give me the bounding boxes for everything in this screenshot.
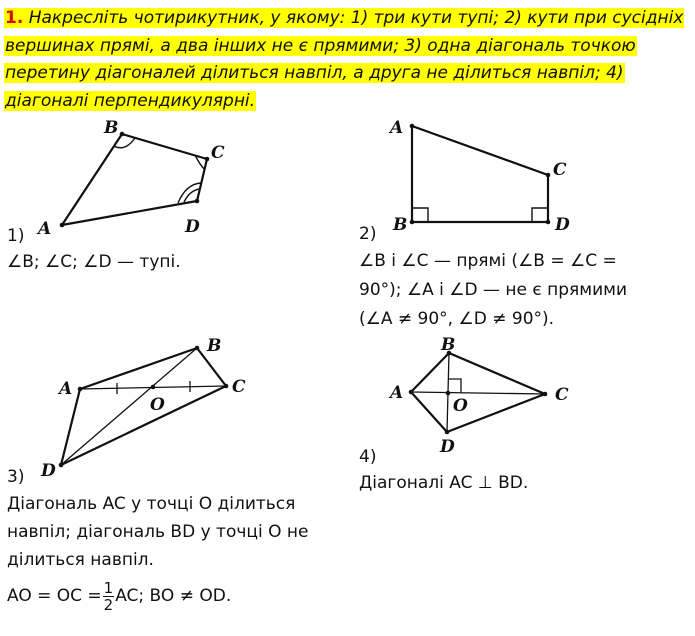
fig3-label-b: B [207,336,222,356]
case-1-answer: ∠B; ∠C; ∠D — тупі. [7,252,181,272]
fig4-label-b: B [441,335,456,355]
fig2-label-c: C [553,160,567,180]
fig4-label-d: D [440,437,455,457]
fig3-label-a: A [59,379,73,399]
fraction-denominator: 2 [103,595,114,614]
task-number: 1. [5,8,24,28]
fig3-label-o: O [150,395,165,415]
task-text: Накресліть чотирикутник, у якому: 1) три кути тупі; 2) кути при сусідніх вершинах прямі, а два інших не є прямими; 3) одна діагональ точкою перетину діагоналей ділиться навпіл, а друга не ділиться навпіл; 4) діагоналі перпендикулярні. [5,8,684,111]
fig4-label-c: C [555,385,569,405]
case-3-answer: Діагональ AC у точці O ділиться навпіл; діагональ BD у точці O не ділиться навпіл. [7,494,309,570]
fig1-label-a: A [38,219,52,239]
case-4-label: 4) [359,447,377,467]
fig1-label-b: B [104,118,119,138]
fig2-label-b: B [393,215,408,235]
fig3-label-d: D [41,461,56,481]
case-3-label: 3) [7,467,25,487]
fig1-label-c: C [211,143,225,163]
fig2-label-d: D [555,215,570,235]
case-1-label: 1) [7,226,25,246]
fig1-label-d: D [185,217,200,237]
fraction-numerator: 1 [103,578,114,597]
fig4-right-angle [448,379,461,392]
formula-right: AC; BO ≠ OD. [115,586,232,606]
case-2-answer: ∠B і ∠C — прямі (∠B = ∠C = 90°); ∠A і ∠D — не є прямими (∠A ≠ 90°, ∠D ≠ 90°). [359,251,628,329]
fig4-diagonal-ac [411,392,545,394]
formula-left: AO = OC = [7,586,102,606]
case-4-answer: Діагоналі AC ⊥ BD. [359,473,529,493]
case-2-label: 2) [359,224,377,244]
fig2-label-a: A [390,118,404,138]
fig3-label-c: C [232,377,246,397]
fig4-label-a: A [390,383,404,403]
fig4-label-o: O [453,396,468,416]
